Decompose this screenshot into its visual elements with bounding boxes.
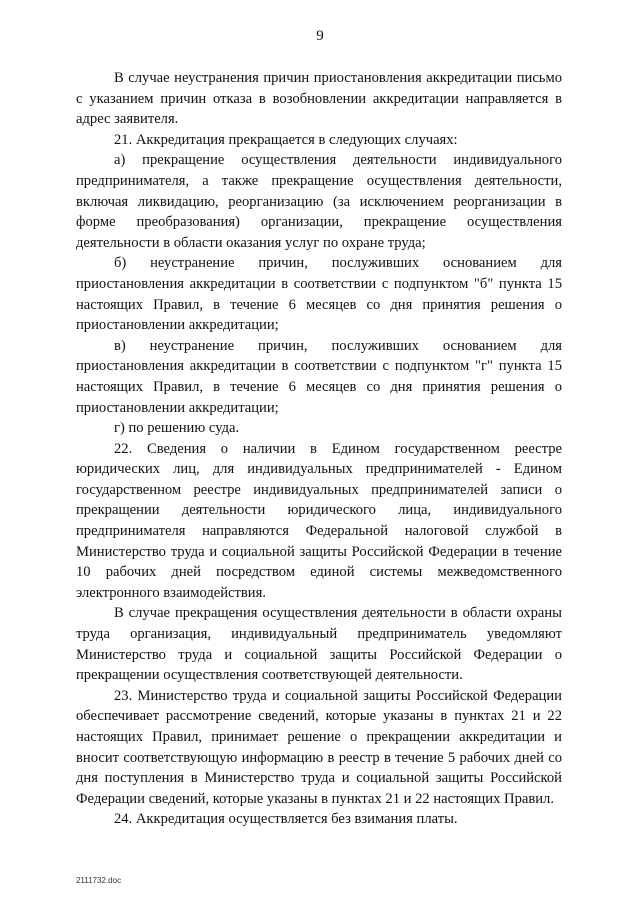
paragraph-23: 23. Министерство труда и социальной защиты Российской Федерации обеспечивает рассмотрение сведений, которые указаны в пунктах 21 и 22 настоящих Правил, принимает решение о прекращении аккредитации и вносит соответствующую информацию в реестр в течение 5 рабочих дней со дня поступления в Министерство труда и социальной защиты Российской Федерации сведений, которые указаны в пунктах 21 и 22 настоящих Правил. <box>76 687 562 807</box>
paragraph-refusal-letter: В случае неустранения причин приостановления аккредитации письмо с указанием причин отказа в возобновлении аккредитации направляется в адрес заявителя. <box>76 70 562 128</box>
page-number: 9 <box>316 28 324 44</box>
paragraph-22-termination: В случае прекращения осуществления деятельности в области охраны труда организация, индивидуальный предприниматель уведомляют Министерство труда и социальной защиты Российской Федерации о прекращении осуществления соответствующей деятельности. <box>76 605 562 684</box>
paragraph-24: 24. Аккредитация осуществляется без взимания платы. <box>114 811 458 828</box>
paragraph-21-g: г) по решению суда. <box>114 420 240 437</box>
document-body <box>76 68 562 830</box>
footer-document-code: 2111732.doc <box>76 876 122 885</box>
paragraph-21-intro: 21. Аккредитация прекращается в следующих случаях: <box>114 131 458 148</box>
paragraph-21-b: б) неустранение причин, послуживших основанием для приостановления аккредитации в соответствии с подпунктом "б" пункта 15 настоящих Правил, в течение 6 месяцев со дня принятия решения о приостановлении аккредитации; <box>76 255 562 334</box>
paragraph-21-v: в) неустранение причин, послуживших основанием для приостановления аккредитации в соответствии с подпунктом "г" пункта 15 настоящих Правил, в течение 6 месяцев со дня принятия решения о приостановлении аккредитации; <box>76 337 562 416</box>
paragraph-22: 22. Сведения о наличии в Едином государственном реестре юридических лиц, для индивидуальных предпринимателей - Едином государственном реестре индивидуальных предпринимателей записи о прекращении деятельности юридического лица, индивидуального предпринимателя направляются Федеральной налоговой службой в Министерство труда и социальной защиты Российской Федерации в течение 10 рабочих дней посредством единой системы межведомственного электронного взаимодействия. <box>76 440 562 601</box>
paragraph-21-a: а) прекращение осуществления деятельности индивидуального предпринимателя, а также прекращение осуществления деятельности, включая ликвидацию, реорганизацию (за исключением реорганизации в форме преобразования) организации, прекращение осуществления деятельности в области оказания услуг по охране труда; <box>76 152 562 251</box>
